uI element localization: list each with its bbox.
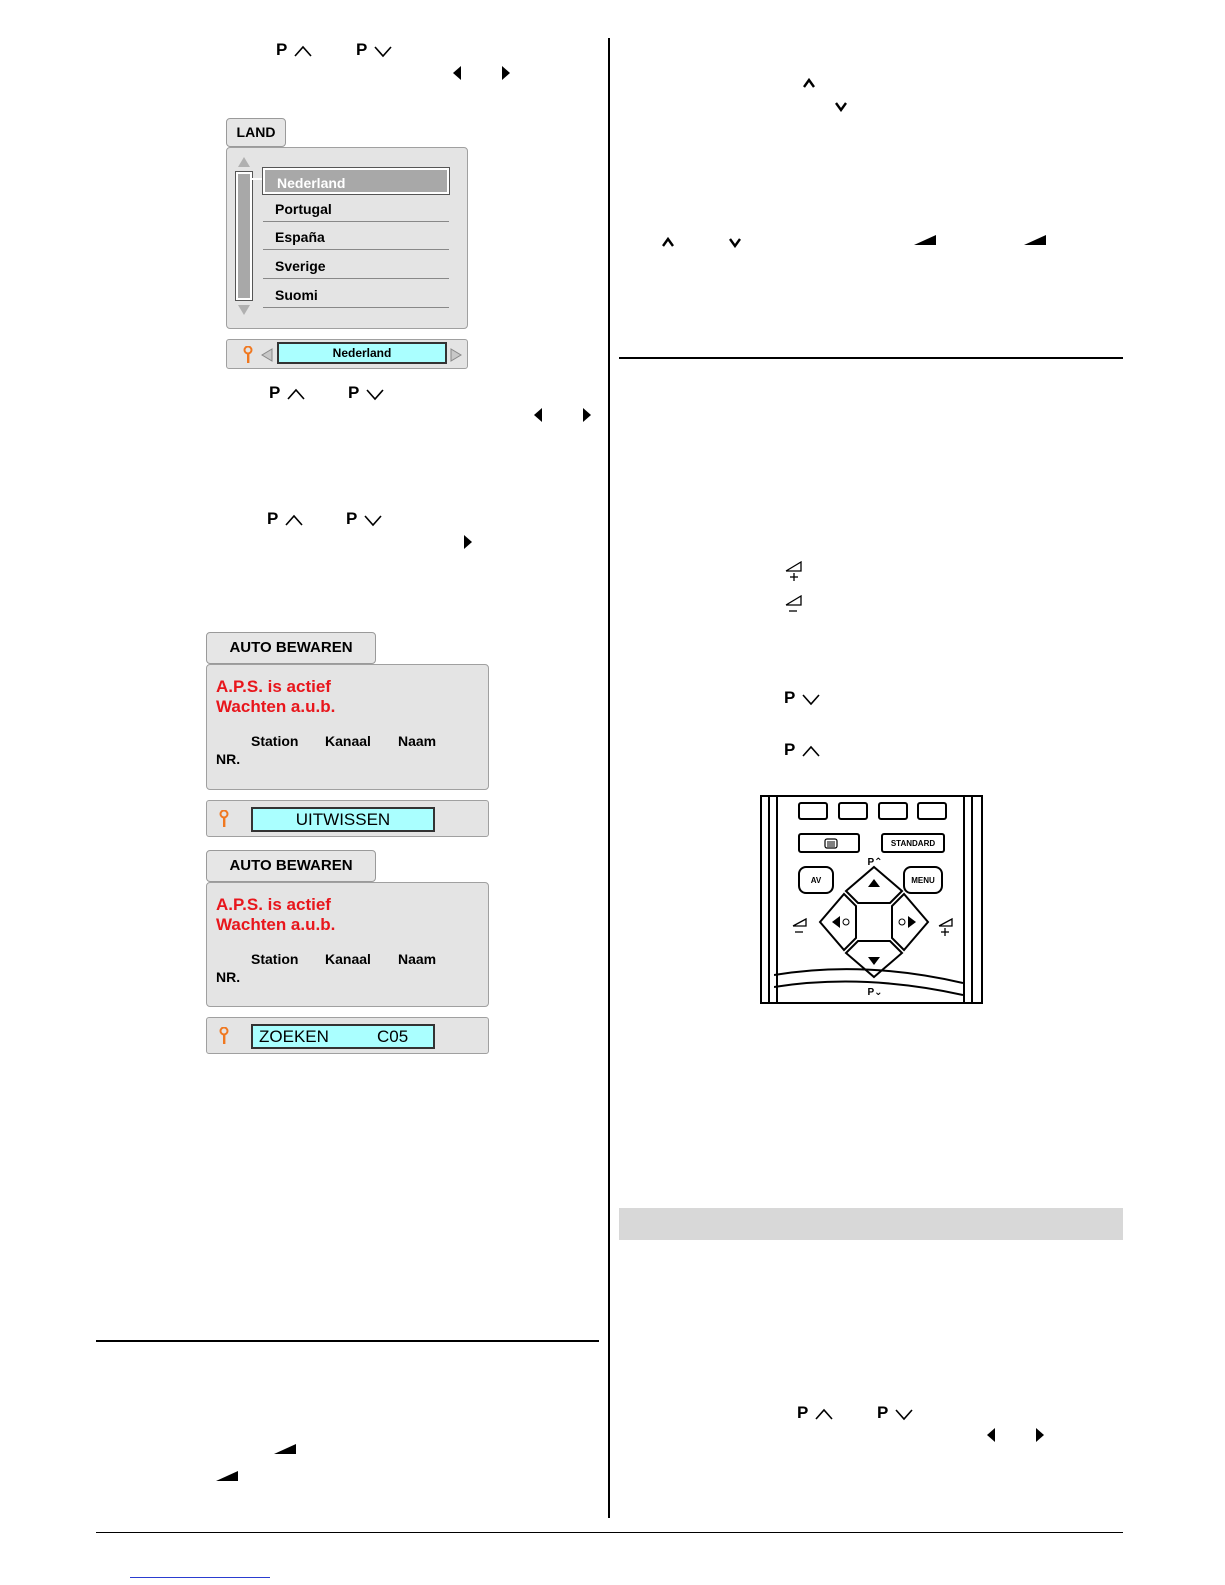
aps-menu-2-panel (206, 882, 489, 1007)
aps-menu-2-status-bar (206, 1017, 489, 1054)
aps-status-uitwissen: UITWISSEN (251, 807, 435, 832)
page-footer-rule (96, 1532, 1123, 1533)
status-channel: C05 (377, 1027, 409, 1046)
section-rule-right (619, 357, 1123, 359)
remote-volume-up-icon (938, 917, 954, 937)
land-menu-panel (226, 147, 468, 329)
remote-volume-down-icon (792, 917, 808, 937)
chevron-up-icon (800, 744, 822, 758)
p-up-symbol: P (267, 509, 305, 529)
arrow-left-icon (986, 1428, 996, 1442)
caret-up-icon (661, 236, 675, 248)
wrench-icon (219, 1027, 229, 1045)
chevron-down-icon (364, 387, 386, 401)
chevron-down-icon (893, 1407, 915, 1421)
land-item-espana[interactable]: España (263, 224, 449, 250)
chevron-up-icon (283, 513, 305, 527)
land-menu-tab: LAND (226, 118, 286, 147)
arrow-left-icon (533, 408, 543, 422)
volume-wedge-icon (215, 1470, 239, 1482)
caret-up-icon (802, 77, 816, 89)
teletext-button[interactable] (798, 833, 860, 853)
col-nr: NR. (216, 969, 241, 985)
nav-up-icon (868, 879, 880, 887)
arrow-right-icon (582, 408, 592, 422)
aps-menu-1-status-bar (206, 800, 489, 837)
menu-label: MENU (911, 876, 935, 885)
p-down-symbol: P (348, 383, 386, 403)
volume-down-icon (784, 594, 804, 616)
nav-left-icon (832, 916, 840, 928)
nav-right-icon (908, 916, 916, 928)
remote-p-down-label: P⌄ (867, 987, 883, 998)
land-item-portugal[interactable]: Portugal (263, 196, 449, 222)
page-link-underline[interactable] (130, 1577, 270, 1578)
wrench-icon (243, 346, 253, 364)
section-rule-left (96, 1340, 599, 1342)
arrow-left-icon (452, 66, 462, 80)
status-word: ZOEKEN (259, 1027, 329, 1046)
chevron-down-icon (372, 44, 394, 58)
land-item-sverige[interactable]: Sverige (263, 253, 449, 279)
col-naam: Naam (398, 733, 437, 749)
arrow-right-icon (501, 66, 511, 80)
color-button-2[interactable] (838, 802, 868, 820)
scrollbar-track[interactable] (236, 172, 252, 300)
scroll-up-icon (237, 156, 251, 168)
land-status-value: Nederland (277, 342, 447, 364)
chevron-down-icon (362, 513, 384, 527)
aps-menu-1-panel (206, 664, 489, 790)
arrow-left-icon[interactable] (261, 348, 273, 362)
color-button-3[interactable] (878, 802, 908, 820)
remote-bottom-curve (774, 965, 963, 1004)
volume-up-icon (784, 560, 804, 582)
p-up-symbol: P (276, 40, 314, 60)
chevron-up-icon (292, 44, 314, 58)
chevron-up-icon (813, 1407, 835, 1421)
aps-wait-text: Wachten a.u.b. (216, 915, 336, 934)
section-header-band (619, 1208, 1123, 1240)
chevron-down-icon (800, 692, 822, 706)
nav-down-icon (868, 957, 880, 965)
arrow-right-icon (1035, 1428, 1045, 1442)
arrow-right-icon[interactable] (450, 348, 462, 362)
volume-wedge-icon (273, 1443, 297, 1455)
land-status-bar (226, 339, 468, 369)
standard-button[interactable] (881, 833, 945, 853)
chevron-up-icon (285, 387, 307, 401)
col-naam: Naam (398, 951, 437, 967)
volume-wedge-icon (913, 234, 937, 246)
remote-control (760, 795, 983, 1004)
teletext-icon (824, 838, 838, 849)
aps-active-text: A.P.S. is actief (216, 677, 331, 696)
p-up-symbol: P (797, 1403, 835, 1423)
col-kanaal: Kanaal (325, 951, 371, 967)
wrench-icon (219, 810, 229, 828)
p-up-symbol: P (784, 740, 822, 760)
color-button-1[interactable] (798, 802, 828, 820)
p-down-symbol: P (784, 688, 822, 708)
aps-active-text: A.P.S. is actief (216, 895, 331, 914)
col-station: Station (251, 733, 299, 749)
aps-menu-1-tab: AUTO BEWAREN (206, 632, 376, 664)
volume-wedge-icon (1023, 234, 1047, 246)
scroll-down-icon (237, 304, 251, 316)
land-item-suomi[interactable]: Suomi (263, 282, 449, 308)
arrow-right-icon (463, 535, 473, 549)
p-down-symbol: P (356, 40, 394, 60)
land-item-nederland[interactable]: Nederland (263, 168, 449, 194)
col-kanaal: Kanaal (325, 733, 371, 749)
remote-edge-right (963, 797, 973, 1002)
column-divider (608, 38, 610, 1518)
av-label: AV (810, 876, 822, 885)
aps-wait-text: Wachten a.u.b. (216, 697, 336, 716)
p-down-symbol: P (346, 509, 384, 529)
color-button-4[interactable] (917, 802, 947, 820)
p-up-symbol: P (269, 383, 307, 403)
caret-down-icon (728, 236, 742, 248)
aps-status-zoeken (251, 1024, 435, 1049)
col-nr: NR. (216, 751, 241, 767)
standard-label: STANDARD (890, 839, 936, 848)
aps-menu-2-tab: AUTO BEWAREN (206, 850, 376, 882)
col-station: Station (251, 951, 299, 967)
remote-p-up-label: P⌃ (867, 857, 883, 868)
p-down-symbol: P (877, 1403, 915, 1423)
caret-down-icon (834, 100, 848, 112)
